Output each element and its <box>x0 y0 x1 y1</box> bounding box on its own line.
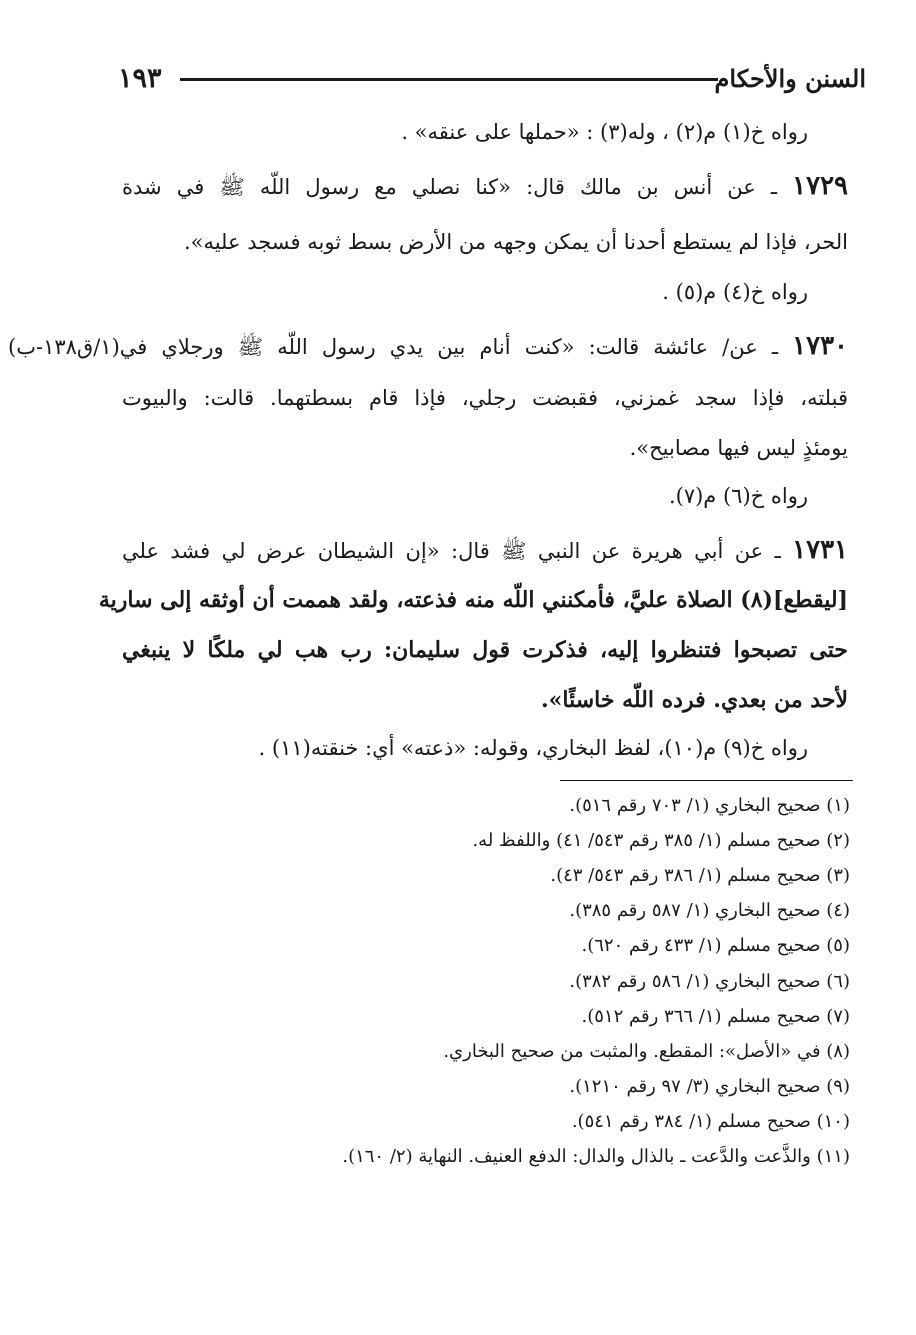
footnote-2: (٢) صحيح مسلم (١/ ٣٨٥ رقم ٥٤٣/ ٤١) واللفظ له. <box>472 830 850 851</box>
footnote-3: (٣) صحيح مسلم (١/ ٣٨٦ رقم ٥٤٣/ ٤٣). <box>550 865 850 886</box>
footnote-5: (٥) صحيح مسلم (١/ ٤٣٣ رقم ٦٢٠). <box>581 935 850 956</box>
footnote-1: (١) صحيح البخاري (١/ ٧٠٣ رقم ٥١٦). <box>569 795 850 816</box>
footnote-9: (٩) صحيح البخاري (٣/ ٩٧ رقم ١٢١٠). <box>569 1076 850 1097</box>
hadith-1731-line-2: [ليقطع](٨) الصلاة عليَّ، فأمكنني اللّه منه فذعته، ولقد هممت أن أوثقه إلى سارية <box>98 587 848 613</box>
hadith-1729-narration: رواه خ(٤) م(٥) . <box>662 280 808 304</box>
hadith-1730-narration: رواه خ(٦) م(٧). <box>668 484 808 508</box>
hadith-1729-text: ـ عن أنس بن مالك قال: «كنا نصلي مع رسول اللّه ﷺ في شدة <box>122 175 793 199</box>
hadith-1730-text: ـ عن/ عائشة قالت: «كنت أنام بين يدي رسول اللّه ﷺ ورجلاي في(١/ق١٣٨-ب) <box>8 335 793 359</box>
hadith-1729-line-1 <box>122 166 848 207</box>
hadith-1729-line-2: الحر، فإذا لم يستطع أحدنا أن يمكن وجهه من الأرض بسط ثوبه فسجد عليه». <box>183 230 848 254</box>
running-header <box>118 62 866 96</box>
footnote-7: (٧) صحيح مسلم (١/ ٣٦٦ رقم ٥١٢). <box>581 1006 850 1027</box>
footnote-separator <box>560 780 853 781</box>
hadith-1731-narration: رواه خ(٩) م(١٠)، لفظ البخاري، وقوله: «ذعته» أي: خنقته(١١) . <box>258 736 808 760</box>
hadith-1730-line-1 <box>8 326 848 367</box>
hadith-number-1731: ١٧٣١ <box>792 535 848 565</box>
header-rule <box>180 78 718 81</box>
footnote-10: (١٠) صحيح مسلم (١/ ٣٨٤ رقم ٥٤١). <box>571 1111 850 1132</box>
hadith-1731-line-3: حتى تصبحوا فتنظروا إليه، فذكرت قول سليمان: رب هب لي ملكًا لا ينبغي <box>122 637 848 663</box>
hadith-1731-line-1 <box>122 530 848 571</box>
hadith-1731-line-4: لأحد من بعدي. فرده اللّه خاسئًا». <box>540 687 848 713</box>
footnote-6: (٦) صحيح البخاري (١/ ٥٨٦ رقم ٣٨٢). <box>569 971 850 992</box>
hadith-1731-text: ـ عن أبي هريرة عن النبي ﷺ قال: «إن الشيطان عرض لي فشد علي <box>122 539 793 563</box>
footnote-11: (١١) والذَّعت والدَّعت ـ بالذال والدال: الدفع العنيف. النهاية (٢/ ١٦٠). <box>342 1146 850 1167</box>
page-number: ١٩٣ <box>118 63 162 94</box>
hadith-1730-line-2: قبلته، فإذا سجد غمزني، فقبضت رجلي، فإذا قام بسطتهما. قالت: والبيوت <box>122 386 848 410</box>
book-title: السنن والأحكام <box>714 64 866 93</box>
footnote-8: (٨) في «الأصل»: المقطع. والمثبت من صحيح البخاري. <box>443 1041 850 1062</box>
hadith-number-1730: ١٧٣٠ <box>792 331 848 361</box>
hadith-1730-line-3: يومئذٍ ليس فيها مصابيح». <box>629 436 848 460</box>
footnote-4: (٤) صحيح البخاري (١/ ٥٨٧ رقم ٣٨٥). <box>569 900 850 921</box>
hadith-number-1729: ١٧٢٩ <box>792 171 848 201</box>
narration-line: رواه خ(١) م(٢) ، وله(٣) : «حملها على عنقه» . <box>401 120 808 144</box>
